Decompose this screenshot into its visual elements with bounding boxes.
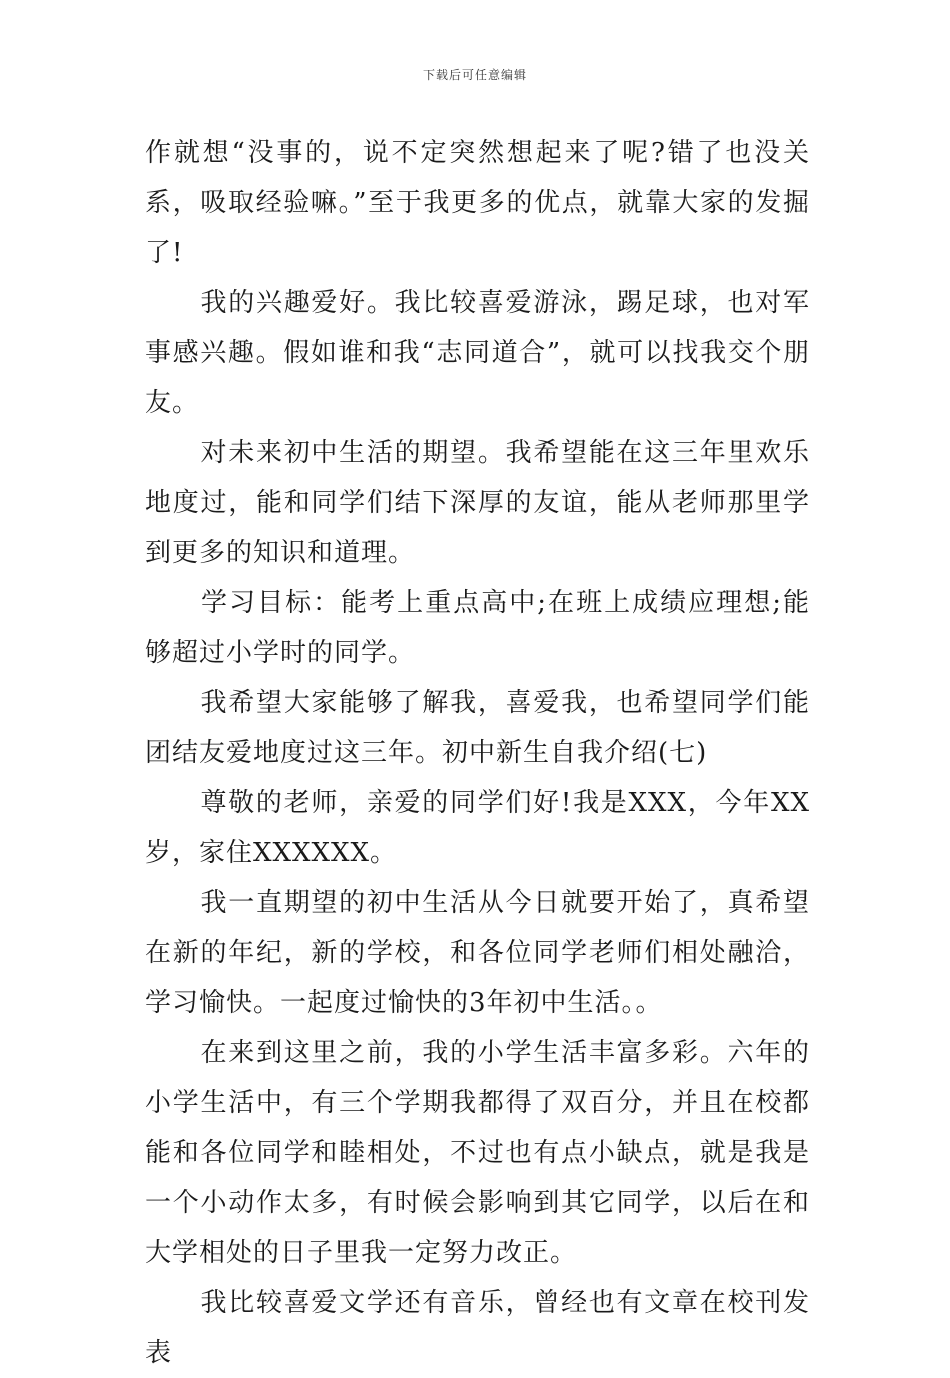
header-note: 下载后可任意编辑 (422, 68, 527, 82)
paragraph-4: 学习目标：能考上重点高中;在班上成绩应理想;能够超过小学时的同学。 (145, 588, 810, 668)
paragraph-8: 在来到这里之前，我的小学生活丰富多彩。六年的小学生活中，有三个学期我都得了双百分，并且在校都能和各位同学和睦相处，不过也有点小缺点，就是我是一个小动作太多，有时候会影响到其它同学，以后在和大学相处的日子里我一定努力改正。 (145, 1038, 810, 1268)
paragraph-7: 我一直期望的初中生活从今日就要开始了，真希望在新的年纪，新的学校，和各位同学老师们相处融洽，学习愉快。一起度过愉快的3年初中生活。。 (145, 888, 810, 1018)
paragraph-2: 我的兴趣爱好。我比较喜爱游泳，踢足球，也对军事感兴趣。假如谁和我“志同道合”，就可以找我交个朋友。 (145, 288, 810, 418)
paragraph-3: 对未来初中生活的期望。我希望能在这三年里欢乐地度过，能和同学们结下深厚的友谊，能从老师那里学到更多的知识和道理。 (145, 438, 810, 568)
document-body (145, 128, 810, 1378)
paragraph-9: 我比较喜爱文学还有音乐，曾经也有文章在校刊发表 (145, 1288, 810, 1368)
paragraph-1: 作就想“没事的，说不定突然想起来了呢?错了也没关系，吸取经验嘛。”至于我更多的优点，就靠大家的发掘了! (145, 138, 810, 268)
paragraph-6: 尊敬的老师，亲爱的同学们好!我是XXX，今年XX岁，家住XXXXXX。 (145, 788, 810, 868)
paragraph-5: 我希望大家能够了解我，喜爱我，也希望同学们能团结友爱地度过这三年。初中新生自我介绍(七) (145, 688, 810, 768)
